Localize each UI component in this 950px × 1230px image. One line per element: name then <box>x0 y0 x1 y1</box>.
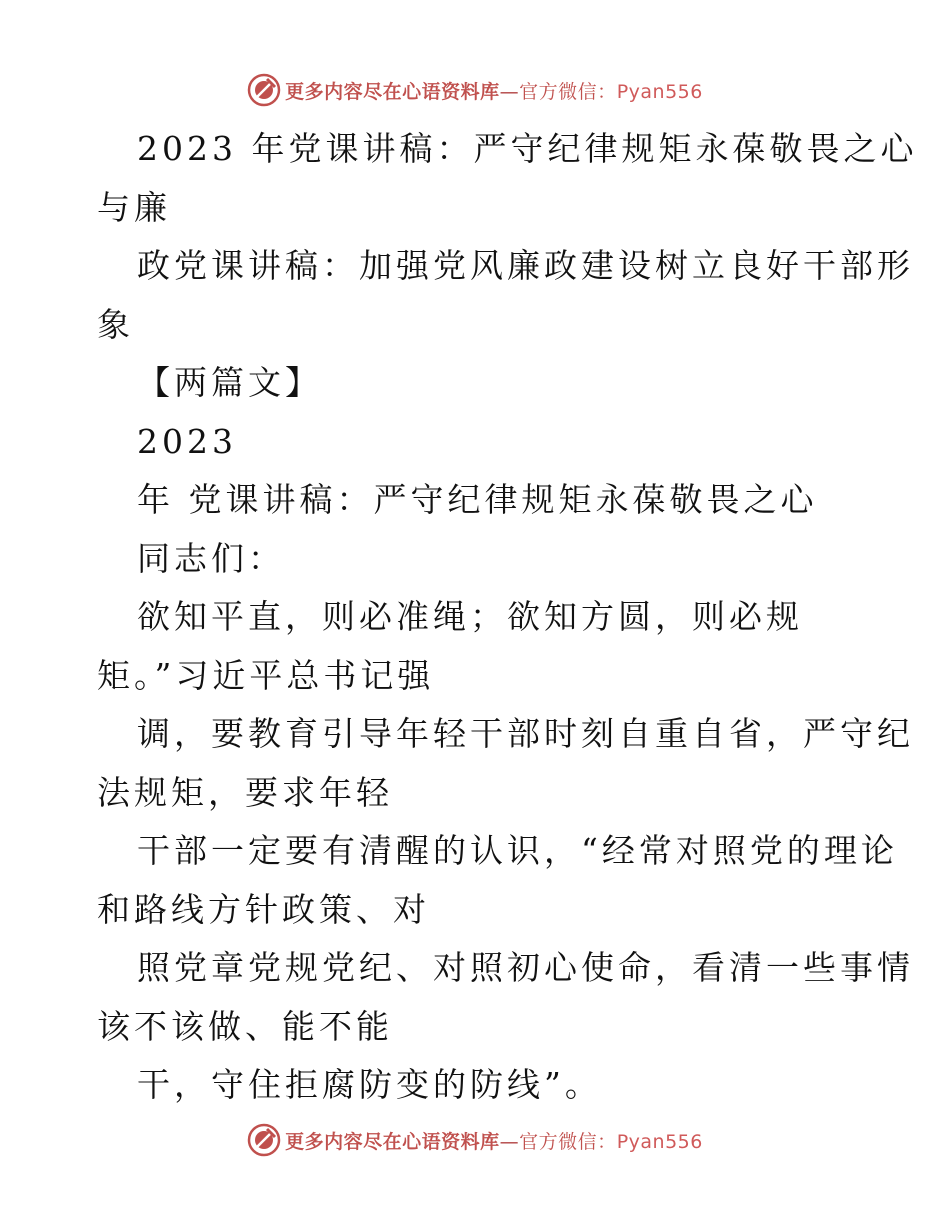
stamp-logo-icon <box>247 73 281 107</box>
watermark-wechat-id: Pyan556 <box>616 1130 703 1153</box>
doc-line: 该不该做、能不能 <box>97 1006 393 1046</box>
doc-line: 法规矩，要求年轻 <box>97 772 393 812</box>
watermark-text <box>285 77 703 104</box>
doc-line: 干部一定要有清醒的认识，“经常对照党的理论 <box>137 831 898 870</box>
doc-line: 照党章党规党纪、对照初心使命，看清一些事情 <box>137 948 914 987</box>
doc-line: 象 <box>97 304 134 344</box>
watermark-separator: — <box>499 1130 520 1153</box>
footer-watermark <box>0 1120 950 1160</box>
doc-line: 与廉 <box>97 187 171 227</box>
watermark-text <box>285 1127 703 1154</box>
doc-line: 年 党课讲稿：严守纪律规矩永葆敬畏之心 <box>137 480 818 519</box>
watermark-main-text: 更多内容尽在心语资料库 <box>285 1130 500 1153</box>
doc-line: 2023 年党课讲稿：严守纪律规矩永葆敬畏之心 <box>137 129 918 168</box>
doc-line: 和路线方针政策、对 <box>97 889 430 929</box>
doc-line: 政党课讲稿：加强党风廉政建设树立良好干部形 <box>137 246 914 285</box>
stamp-logo-icon <box>247 1123 281 1157</box>
header-watermark <box>0 70 950 110</box>
doc-line: 调，要教育引导年轻干部时刻自重自省，严守纪 <box>137 714 914 753</box>
doc-line: 2023 <box>137 421 237 461</box>
doc-line: 矩。”习近平总书记强 <box>97 655 435 695</box>
section-marker: 【两篇文】 <box>137 363 322 402</box>
doc-line: 欲知平直，则必准绳；欲知方圆，则必规 <box>137 597 803 636</box>
watermark-wechat-id: Pyan556 <box>616 80 703 103</box>
watermark-suffix: 官方微信： <box>519 80 617 103</box>
watermark-separator: — <box>499 80 520 103</box>
watermark-main-text: 更多内容尽在心语资料库 <box>285 80 500 103</box>
document-body <box>97 120 918 1115</box>
salutation: 同志们： <box>137 538 285 578</box>
watermark-suffix: 官方微信： <box>519 1130 617 1153</box>
doc-line: 干，守住拒腐防变的防线”。 <box>137 1065 602 1104</box>
